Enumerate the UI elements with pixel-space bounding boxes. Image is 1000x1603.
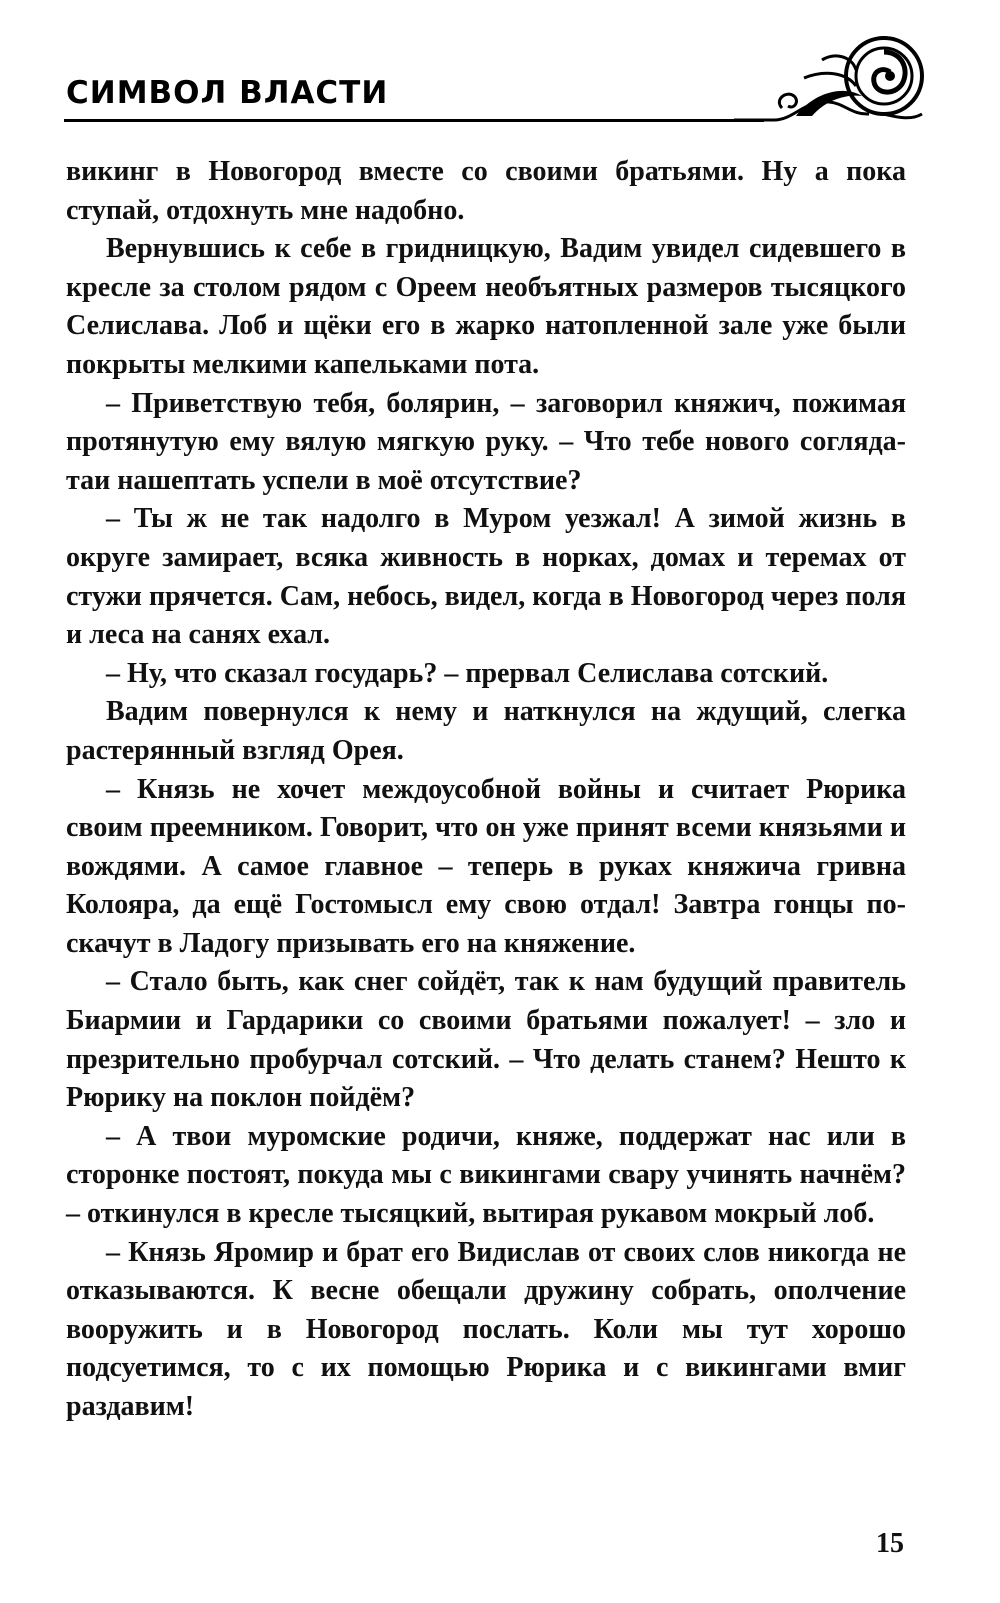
paragraph: Вадим повернулся к нему и наткнулся на ждущий, слегка растерянный взгляд Орея. (66, 696, 906, 766)
paragraph: Вернувшись к себе в гридницкую, Вадим увидел сидевшего в кресле за столом рядом с Ореем необъятных размеров тысяцкого Селислава. Лоб и щёки его в жарко натопленной зале уже были покрыты мелкими капельками пота. (66, 233, 906, 380)
scroll-ornament-icon (734, 30, 924, 125)
paragraph: – Князь Яромир и брат его Видислав от своих слов никогда не отказываются. К весне обещали дружину собрать, ополчение вооружить и в Новогород послать. Коли мы тут хорошо подсуетимся, то с их помощью Рюрика и с викингами вмиг раздавим! (66, 1236, 906, 1422)
paragraph: – Ты ж не так надолго в Муром уезжал! А зимой жизнь в округе замирает, всяка живность в норках, домах и теремах от стужи прячется. Сам, небось, видел, когда в Новогород через поля и леса на санях ехал. (66, 503, 906, 651)
paragraph: викинг в Новогород вместе со своими братьями. Ну а пока ступай, отдохнуть мне надобно. (66, 156, 906, 226)
running-header (64, 30, 924, 125)
paragraph: – Приветствую тебя, болярин, – заговорил княжич, пожимая протянутую ему вялую мягкую руку. – Что тебе нового соглядатаи нашептать успели в моё отсутствие? (66, 387, 906, 496)
paragraph: – Князь не хочет междоусобной войны и считает Рюрика своим преемником. Говорит, что он уже принят всеми князьями и вождями. А самое главное – теперь в руках княжича гривна Колояра, да ещё Гостомысл ему свою отдал! Завтра гонцы поскачут в Ладогу призывать его на княжение. (66, 773, 906, 959)
page-number: 15 (876, 1528, 904, 1559)
paragraph: – Стало быть, как снег сойдёт, так к нам будущий правитель Биармии и Гардарики со своими братьями пожалует! – зло и презрительно пробурчал сотский. – Что делать станем? Нешто к Рюрику на поклон пойдём? (66, 966, 906, 1114)
paragraph: – Ну, что сказал государь? – прервал Селислава сотский. (106, 657, 829, 689)
running-title: СИМВОЛ ВЛАСТИ (66, 75, 389, 111)
body-text (66, 153, 906, 1427)
header-rule (64, 119, 764, 122)
paragraph: – А твои муромские родичи, княже, поддержат нас или в сторонке постоят, покуда мы с викингами свару учинять начнём? – откинулся в кресле тысяцкий, вытирая рукавом мокрый лоб. (66, 1120, 906, 1230)
